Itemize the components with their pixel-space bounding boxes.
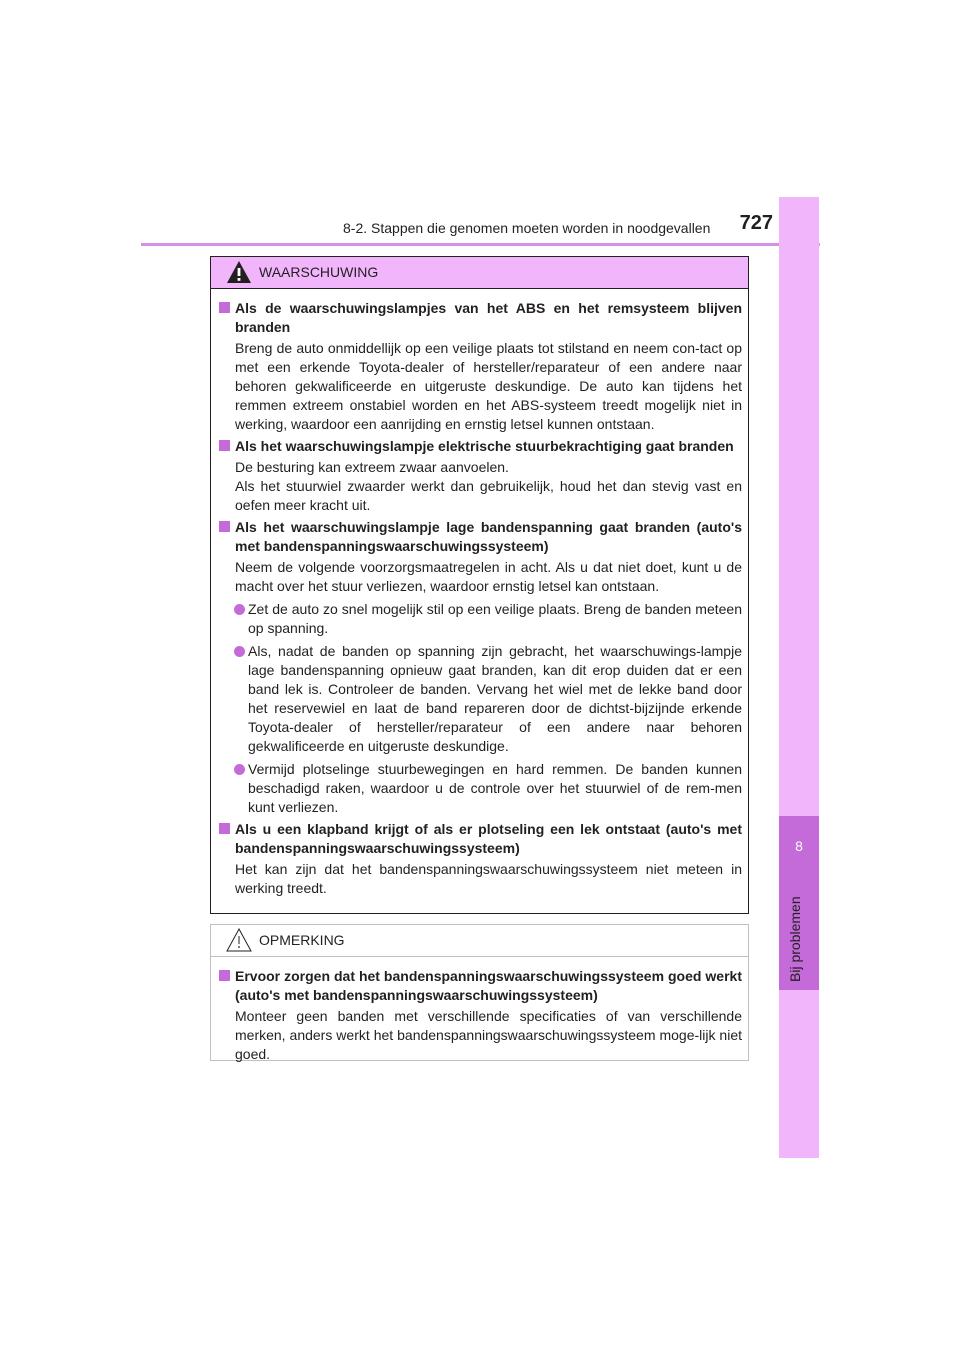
note-label: OPMERKING [259, 932, 345, 948]
round-bullet-icon [234, 646, 245, 657]
bullet-item: Vermijd plotselinge stuurbewegingen en hard remmen. De banden kunnen beschadigd raken, waardoor u de controle over het stuurwiel of de rem-men kunt verliezen. [217, 760, 742, 817]
warning-label: WAARSCHUWING [259, 264, 379, 280]
header-rule [141, 243, 820, 246]
bullet-item: Als, nadat de banden op spanning zijn gebracht, het waarschuwings-lampje lage bandenspanning opnieuw gaat branden, kan dit erop duiden dat er een band lek is. Controleer de banden. Vervang het wiel met de lekke band door het reservewiel en laat de band repareren door de dichtst-bijzijnde erkende Toyota-dealer of hersteller/reparateur of een andere naar behoren gekwalificeerde en uitgeruste deskundige. [217, 642, 742, 756]
square-bullet-icon [219, 440, 230, 451]
warning-item-title: Als het waarschuwingslampje elektrische stuurbekrachtiging gaat branden [217, 437, 742, 456]
note-box [210, 924, 749, 1061]
square-bullet-icon [219, 823, 230, 834]
warning-triangle-icon [225, 259, 253, 285]
section-header: 8-2. Stappen die genomen moeten worden in noodgevallen [343, 220, 711, 236]
warning-box [210, 256, 749, 914]
note-header [211, 925, 748, 957]
square-bullet-icon [219, 521, 230, 532]
warning-item-title: Als de waarschuwingslampjes van het ABS en het remsysteem blijven branden [217, 299, 742, 337]
chapter-title: Bij problemen [787, 896, 803, 982]
caution-outline-icon [225, 927, 253, 953]
chapter-side-tab [779, 197, 819, 1158]
warning-item-title: Als het waarschuwingslampje lage bandenspanning gaat branden (auto's met bandenspanningswaarschuwingssysteem) [217, 518, 742, 556]
warning-item-text: De besturing kan extreem zwaar aanvoelen. [235, 459, 509, 475]
round-bullet-icon [234, 604, 245, 615]
warning-item-text: Als het stuurwiel zwaarder werkt dan gebruikelijk, houd het dan stevig vast en oefen meer kracht uit. [235, 478, 742, 513]
note-item-text: Monteer geen banden met verschillende specificaties of van verschillende merken, anders werkt het bandenspanningswaarschuwingssysteem moge-lijk niet goed. [235, 1008, 742, 1062]
bullet-item: Zet de auto zo snel mogelijk stil op een veilige plaats. Breng de banden meteen op spanning. [217, 600, 742, 638]
warning-header [211, 257, 748, 289]
note-item-title: Ervoor zorgen dat het bandenspanningswaarschuwingssysteem goed werkt (auto's met bandenspanningswaarschuwingssysteem) [217, 967, 742, 1005]
chapter-number: 8 [795, 838, 803, 854]
square-bullet-icon [219, 302, 230, 313]
warning-item-text: Breng de auto onmiddellijk op een veilige plaats tot stilstand en neem con-tact op met een erkende Toyota-dealer of hersteller/reparateur of een andere naar behoren gekwalificeerde en uitgeruste deskundige. De auto kan tijdens het remmen extreem onstabiel worden en het ABS-systeem treedt mogelijk niet in werking, waardoor een aanrijding en ernstig letsel kunnen ontstaan. [235, 340, 742, 432]
square-bullet-icon [219, 970, 230, 981]
round-bullet-icon [234, 764, 245, 775]
warning-item-text: Neem de volgende voorzorgsmaatregelen in acht. Als u dat niet doet, kunt u de macht over het stuur verliezen, waardoor ernstig letsel kan ontstaan. [235, 559, 742, 594]
warning-item-title: Als u een klapband krijgt of als er plotseling een lek ontstaat (auto's met bandenspanningswaarschuwingssysteem) [217, 820, 742, 858]
warning-item-text: Het kan zijn dat het bandenspanningswaarschuwingssysteem niet meteen in werking treedt. [235, 861, 742, 896]
page-number: 727 [739, 212, 773, 234]
